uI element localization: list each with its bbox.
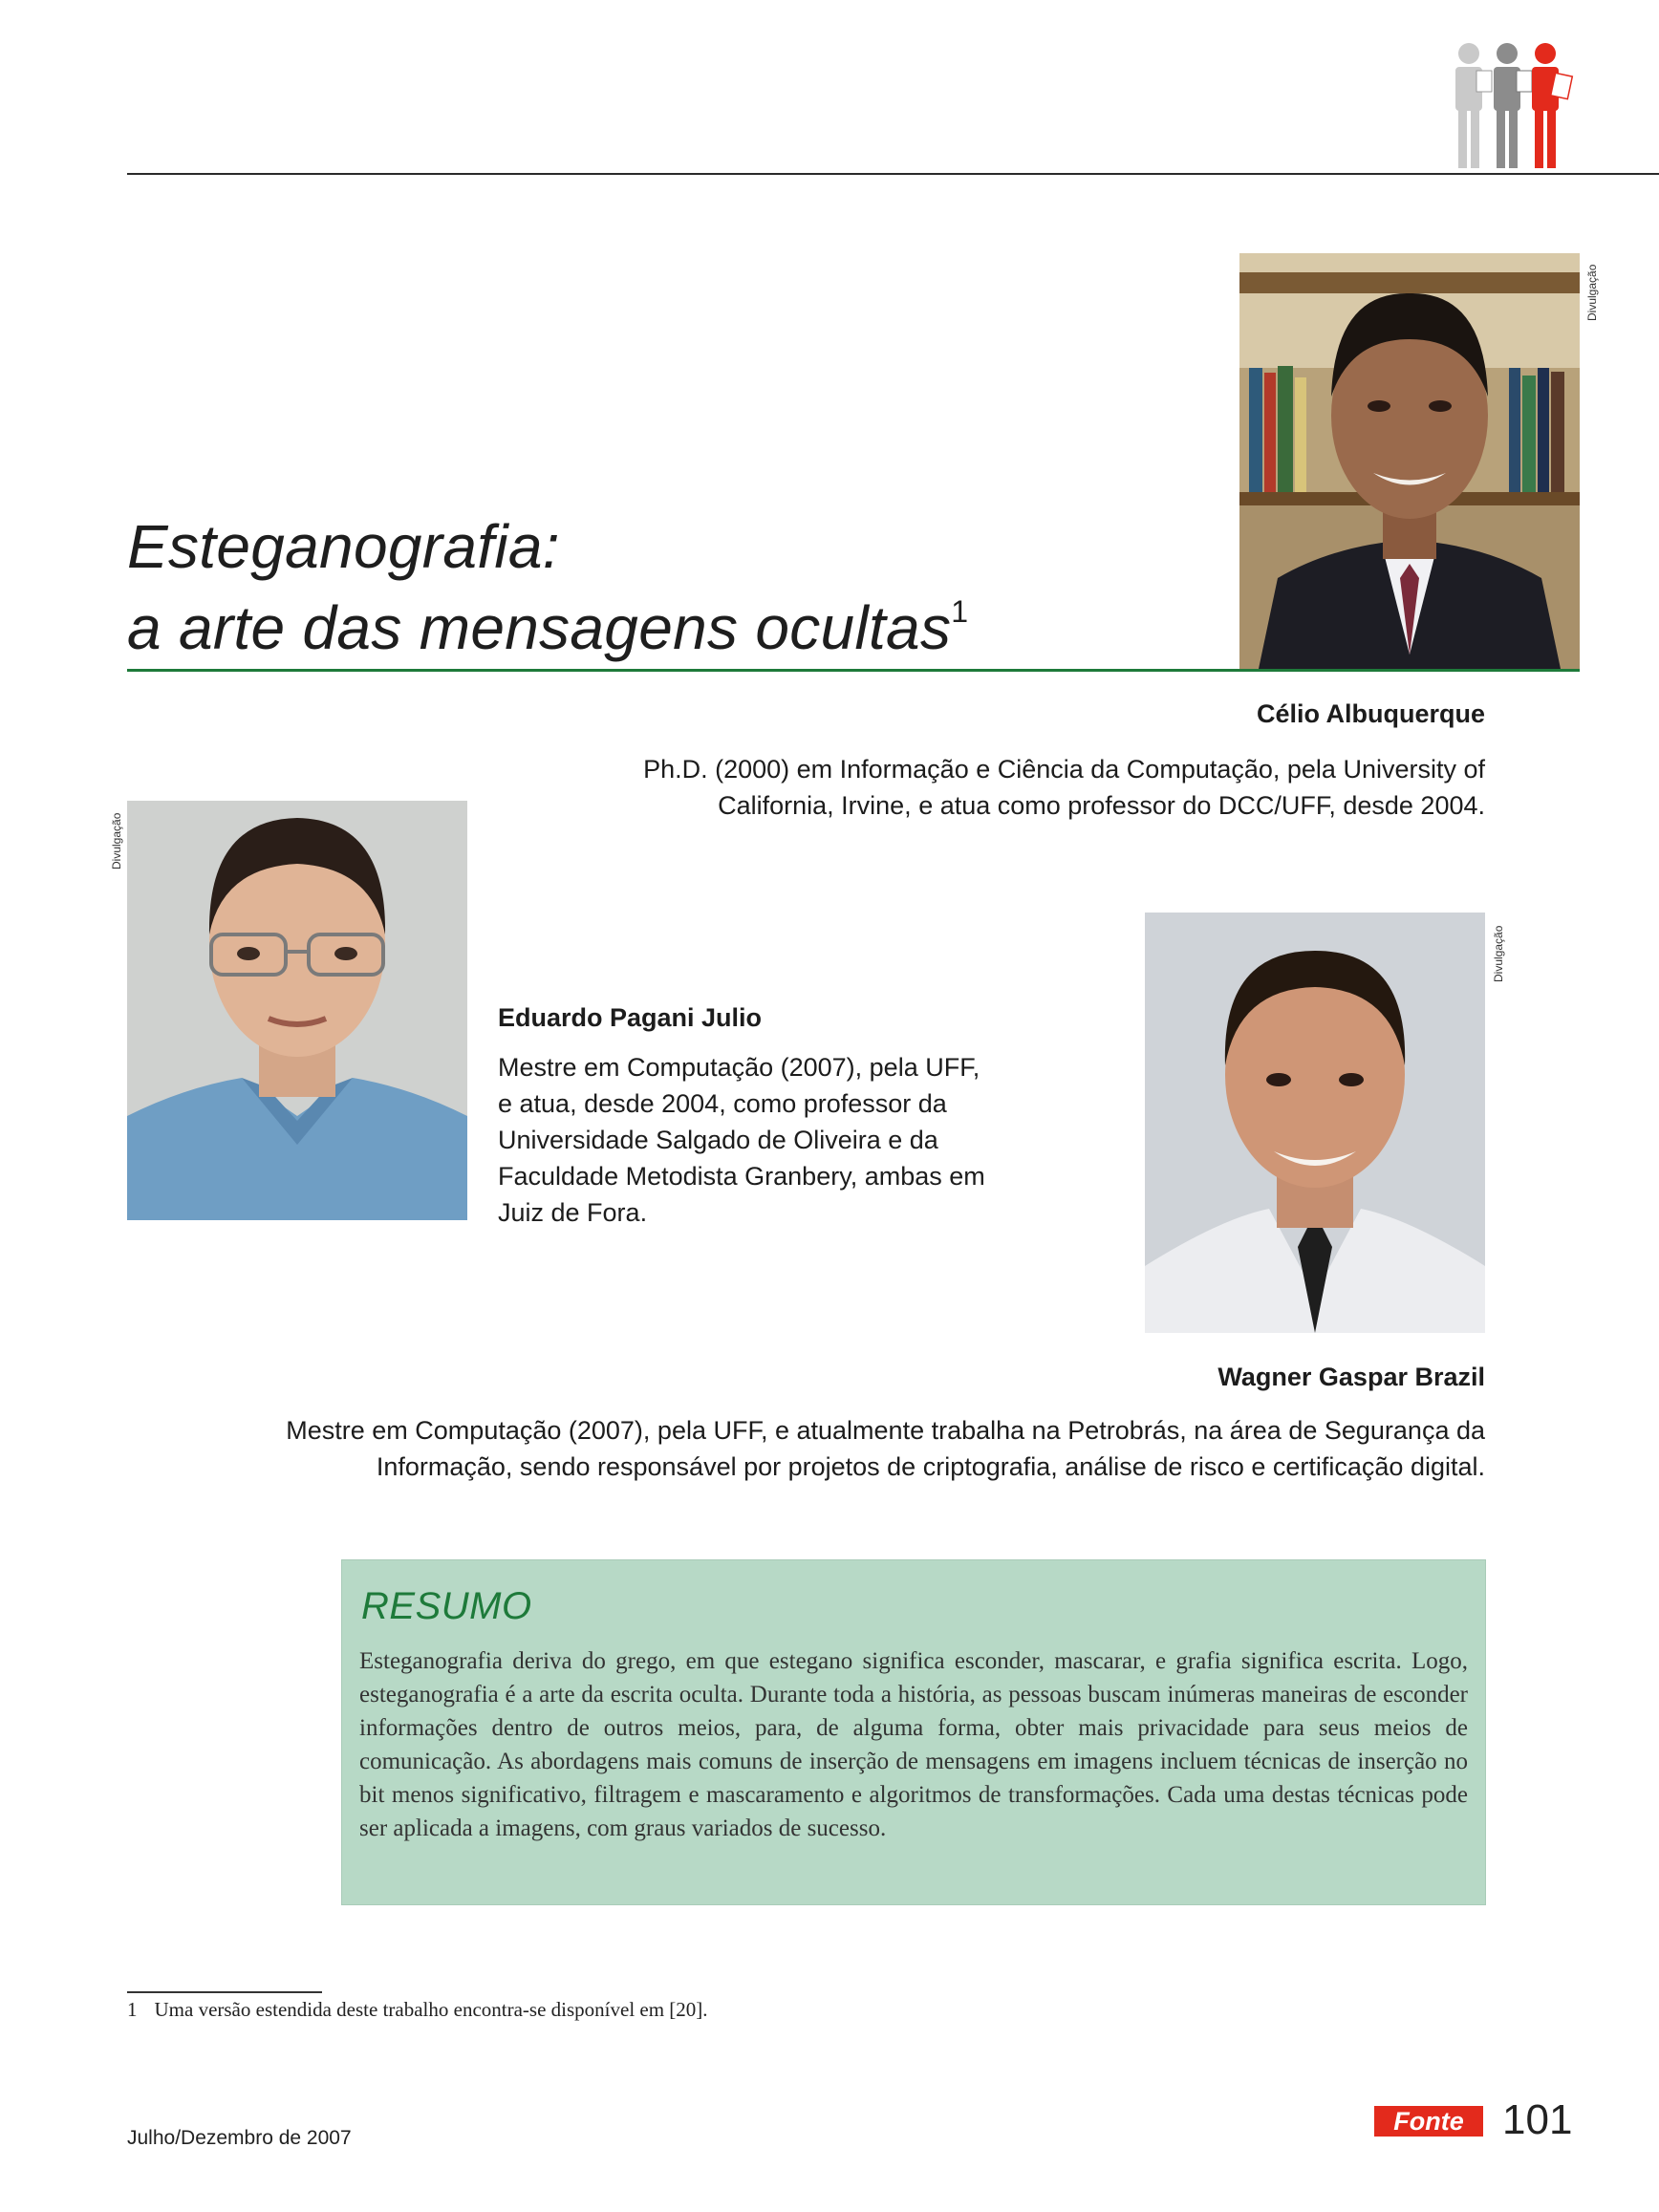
author-bio-wagner <box>143 1412 1485 1485</box>
header-logo-people-icon <box>1448 42 1582 176</box>
author-photo-celio <box>1239 253 1580 669</box>
photo-credit-1: Divulgação <box>1585 264 1599 321</box>
title-line-2 <box>127 579 1226 660</box>
footnote-text: Uma versão estendida deste trabalho encontra-se disponível em [20]. <box>154 1998 708 2021</box>
author-name-eduardo: Eduardo Pagani Julio <box>498 1003 763 1032</box>
bio-line: Mestre em Computação (2007), pela UFF, <box>498 1053 980 1082</box>
bio-line: California, Irvine, e atua como professor do DCC/UFF, desde 2004. <box>718 791 1485 820</box>
resumo-text: Esteganografia deriva do grego, em que estegano significa esconder, mascarar, e grafia significa escrita. Logo, esteganografia é a arte da escrita oculta. Durante toda a história, as pessoas buscam inúmeras maneiras de esconder informações dentro de outros meios, para, de alguma forma, obter mais privacidade para seus meios de comunicação. As abordagens mais comuns de inserção de mensagens em imagens incluem técnicas de inserção no bit menos significativo, filtragem e mascaramento e algoritmos de transformações. Cada uma destas técnicas pode ser aplicada a imagens, com graus variados de sucesso. <box>359 1648 1468 1841</box>
fonte-brand-badge: Fonte <box>1374 2106 1483 2137</box>
bio-line: Juiz de Fora. <box>498 1198 648 1227</box>
resumo-heading: RESUMO <box>361 1585 532 1627</box>
author-bio-celio <box>478 751 1485 824</box>
bio-line: e atua, desde 2004, como professor da <box>498 1089 947 1118</box>
photo-credit-2: Divulgação <box>110 812 123 870</box>
bio-line: Ph.D. (2000) em Informação e Ciência da Computação, pela University of <box>643 755 1485 784</box>
title-rule <box>127 669 1580 672</box>
author-name-celio: Célio Albuquerque <box>1256 699 1485 728</box>
bio-line: Faculdade Metodista Granbery, ambas em <box>498 1162 985 1191</box>
title-footnote-marker: 1 <box>951 594 969 629</box>
title-line-1: Esteganografia: <box>127 512 560 581</box>
title-line-2-text: a arte das mensagens ocultas <box>127 593 952 662</box>
author-name-wagner: Wagner Gaspar Brazil <box>1217 1363 1485 1391</box>
bio-line: Mestre em Computação (2007), pela UFF, e atualmente trabalha na Petrobrás, na área de Segurança da <box>286 1416 1485 1445</box>
author-bio-eduardo <box>498 1049 1110 1231</box>
footnote <box>127 1998 708 2022</box>
resumo-box <box>341 1559 1486 1905</box>
bio-line: Universidade Salgado de Oliveira e da <box>498 1126 938 1154</box>
footnote-number: 1 <box>127 1998 138 2021</box>
journal-date: Julho/Dezembro de 2007 <box>127 2127 352 2149</box>
page-number: 101 <box>1502 2096 1573 2143</box>
footnote-rule <box>127 1991 322 1993</box>
bio-line: Informação, sendo responsável por projetos de criptografia, análise de risco e certificação digital. <box>376 1452 1485 1481</box>
author-photo-eduardo <box>127 801 467 1220</box>
photo-credit-3: Divulgação <box>1492 925 1505 982</box>
article-title <box>127 514 1226 660</box>
header-rule <box>127 173 1659 175</box>
author-photo-wagner <box>1145 913 1485 1333</box>
